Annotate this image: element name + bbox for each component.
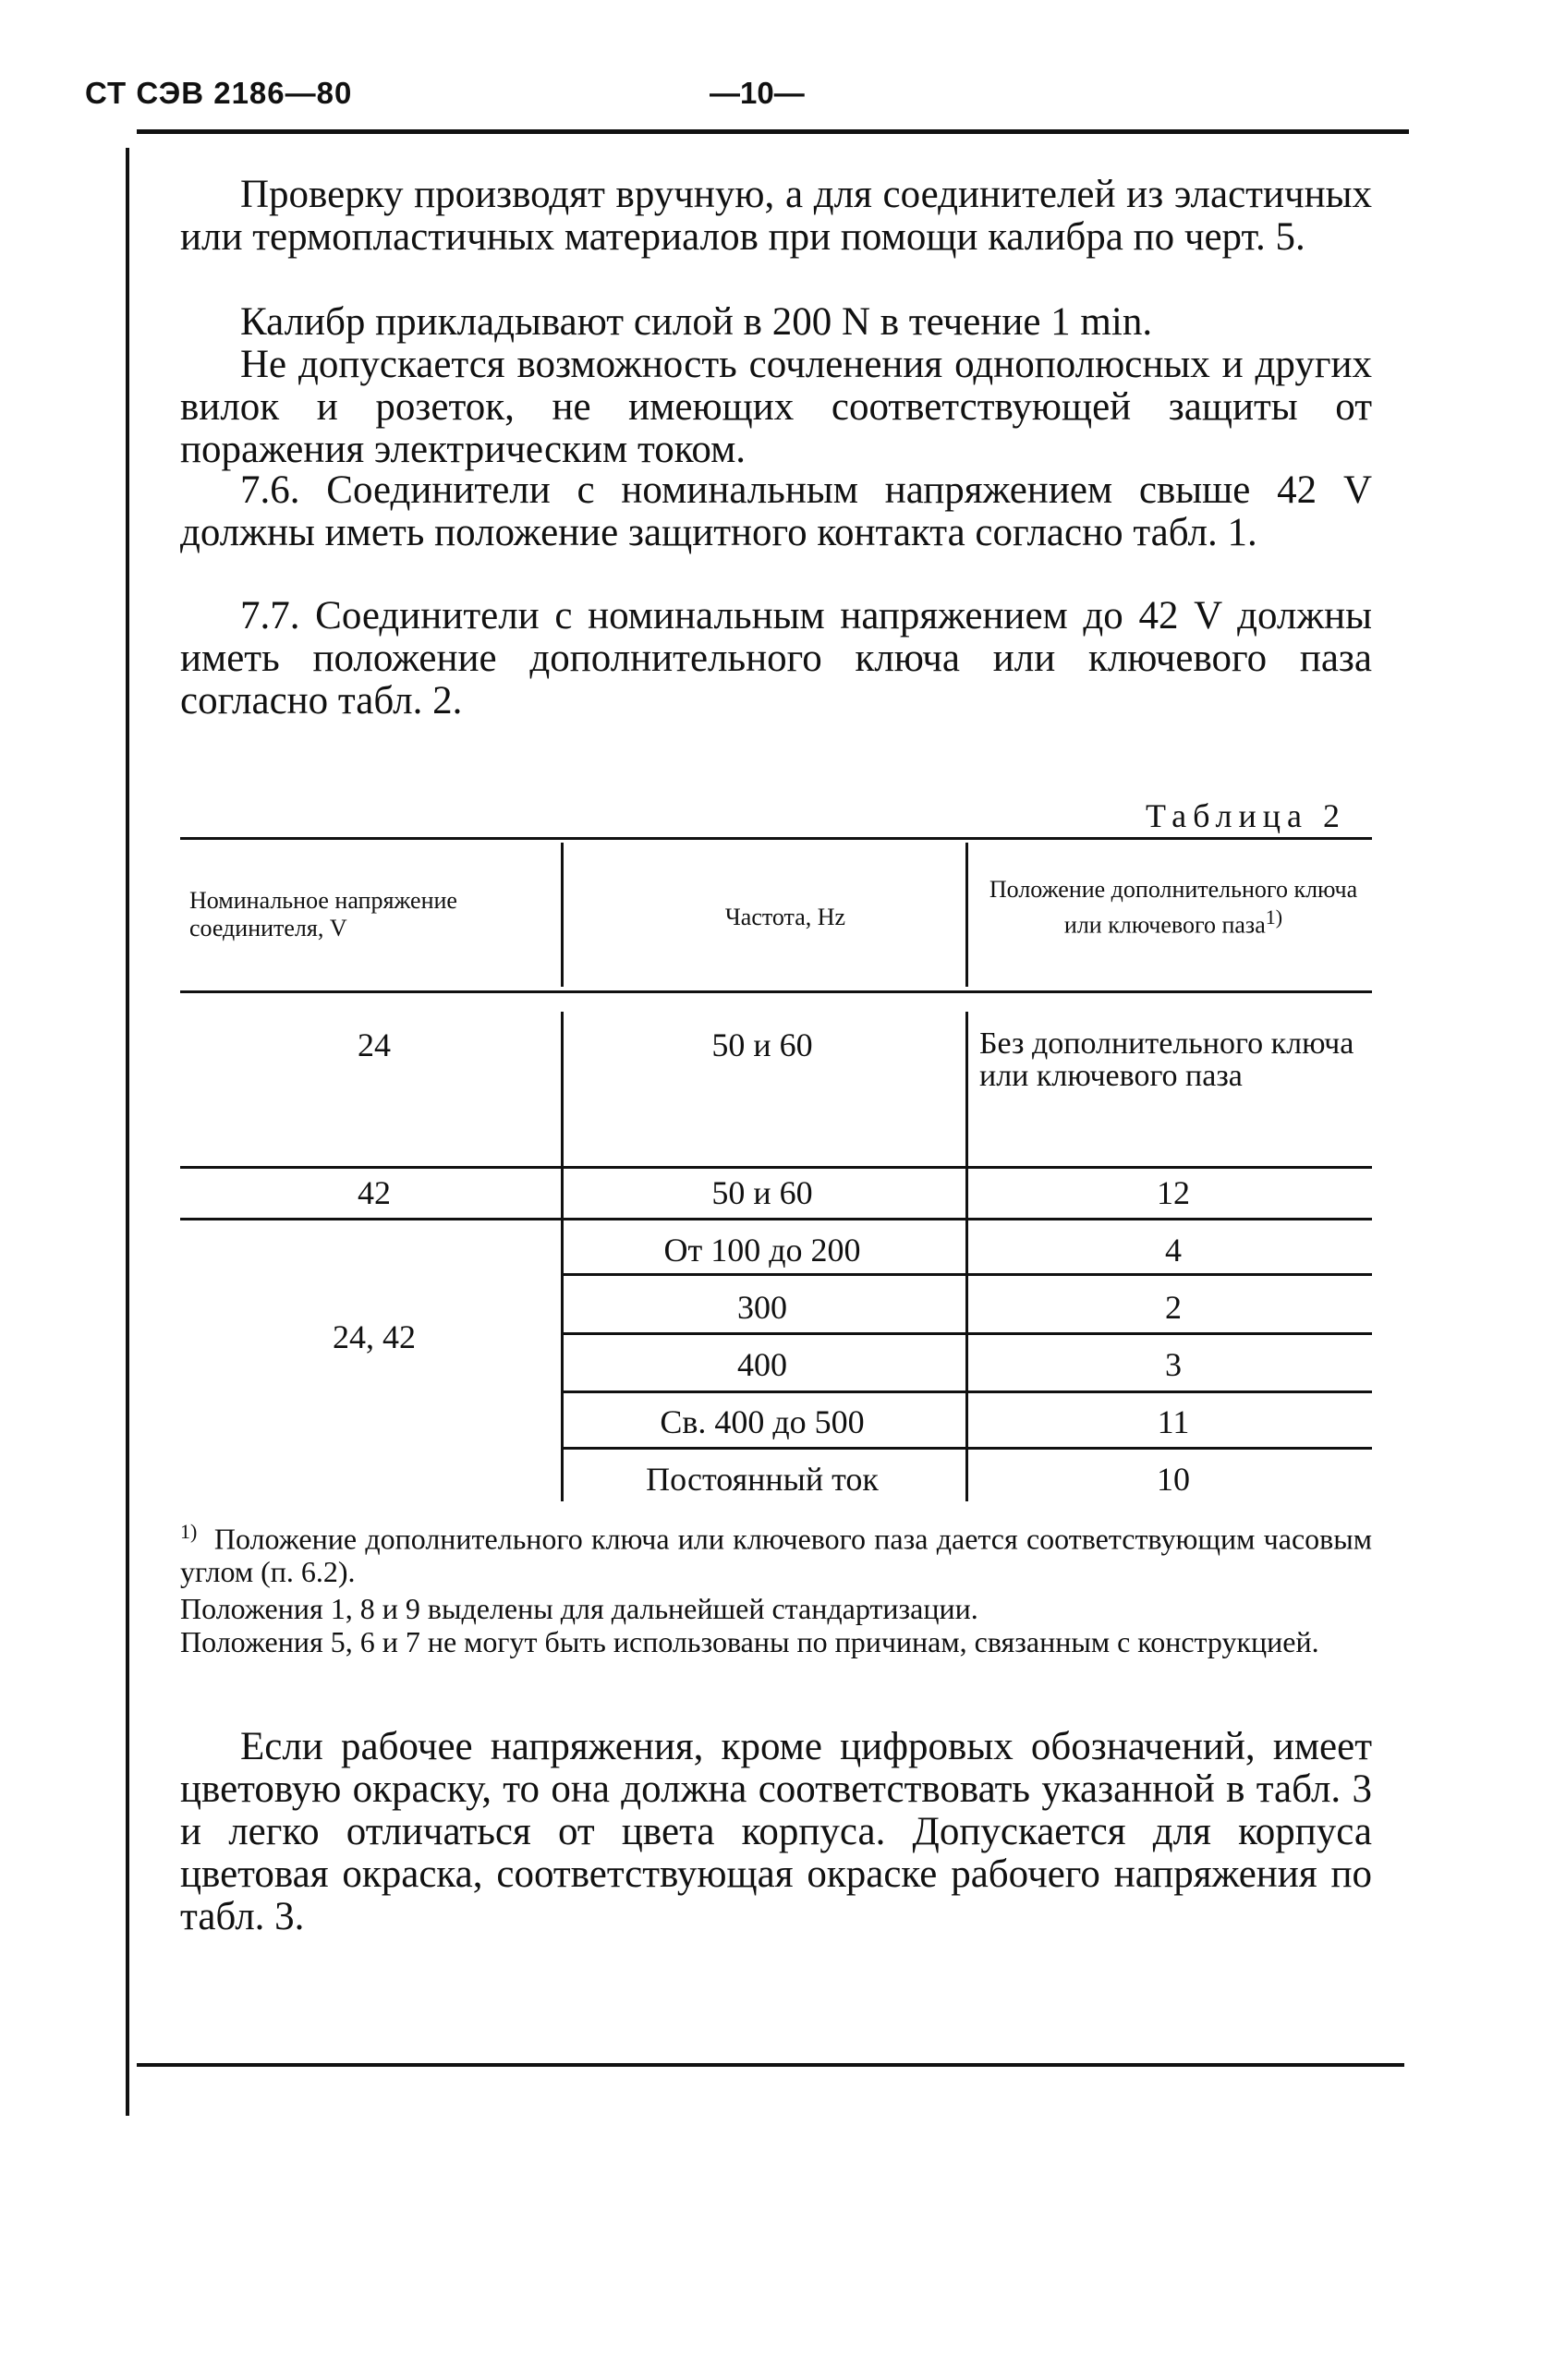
cell-r5-position: 3	[1165, 1346, 1182, 1383]
cell-r5-frequency: 400	[737, 1346, 787, 1383]
footnote-1: $^{1)}$ Положение дополнительного ключа или ключевого паза дается соответствующим часовым углом (п. 6.2).	[180, 1520, 1373, 1588]
header-frequency: Частота, Hz	[724, 904, 846, 930]
footnote-marker: 1)	[180, 1520, 198, 1543]
table-col-divider-2	[965, 843, 968, 987]
cell-r3-position: 4	[1165, 1232, 1182, 1269]
header-footnote-mark: 1)	[1265, 905, 1283, 929]
cell-r4-position: 2	[1165, 1289, 1182, 1326]
cell-r2-voltage: 42	[358, 1174, 391, 1211]
header-voltage: Номинальное напряжение соединителя, V	[189, 887, 457, 941]
row-rule-3	[561, 1273, 1372, 1276]
row-rule-2	[180, 1218, 1372, 1220]
table-header-rule	[180, 990, 1372, 993]
row-rule-5	[561, 1390, 1372, 1393]
paragraph-color-coding: Если рабочее напряжения, кроме цифровых обозначений, имеет цветовую окраску, то она должна соответствовать указанной в табл. 3 и легко отличаться от цвета корпуса. Допускается для корпуса цветовая окраска, соответствующая окраске рабочего напряжения по табл. 3.	[180, 1725, 1372, 1938]
cell-r2-frequency: 50 и 60	[711, 1174, 813, 1211]
row-rule-1	[180, 1166, 1372, 1169]
cell-r1-voltage: 24	[358, 1026, 391, 1063]
standard-number: СТ СЭВ 2186—80	[85, 76, 353, 110]
margin-line	[126, 148, 129, 2116]
paragraph-gauge: Калибр прикладывают силой в 200 N в течение 1 min.	[240, 300, 1153, 344]
cell-r1-position: Без дополнительного ключа или ключевого паза	[979, 1026, 1354, 1093]
header-rule	[137, 129, 1409, 134]
table-top-rule	[180, 837, 1372, 840]
footnote-2: Положения 1, 8 и 9 выделены для дальнейшей стандартизации.	[180, 1592, 978, 1625]
paragraph-mating: Не допускается возможность сочленения однополюсных и других вилок и розеток, не имеющих соответствующей защиты от поражения электрическим током.	[180, 343, 1372, 471]
table-col-divider-1	[561, 843, 564, 987]
cell-r7-frequency: Постоянный ток	[646, 1461, 879, 1498]
table-caption: Таблица 2	[1146, 797, 1346, 834]
cell-r6-position: 11	[1157, 1403, 1190, 1440]
row-rule-6	[561, 1447, 1372, 1450]
cell-r1-frequency: 50 и 60	[711, 1026, 813, 1063]
paragraph-7-6: 7.6. Соединители с номинальным напряжением свыше 42 V должны иметь положение защитного контакта согласно табл. 1.	[180, 468, 1372, 554]
table-col-divider-2-body	[965, 1012, 968, 1501]
table-col-divider-1-body	[561, 1012, 564, 1501]
paragraph-7-7: 7.7. Соединители с номинальным напряжением до 42 V должны иметь положение дополнительного ключа или ключевого паза согласно табл. 2.	[180, 594, 1372, 722]
cell-r3-frequency: От 100 до 200	[663, 1232, 861, 1269]
cell-r7-position: 10	[1157, 1461, 1190, 1498]
footnote-3: Положения 5, 6 и 7 не могут быть использованы по причинам, связанным с конструкцией.	[180, 1625, 1319, 1658]
cell-r4-frequency: 300	[737, 1289, 787, 1326]
page-number: —10—	[710, 76, 805, 110]
footer-rule	[137, 2063, 1404, 2067]
header-position: Положение дополнительного ключа или ключевого паза$^{1)}$	[989, 876, 1358, 939]
paragraph-check: Проверку производят вручную, а для соединителей из эластичных или термопластичных материалов при помощи калибра по черт. 5.	[180, 173, 1372, 259]
cell-merged-voltage: 24, 42	[333, 1318, 416, 1355]
cell-r2-position: 12	[1157, 1174, 1190, 1211]
row-rule-4	[561, 1332, 1372, 1335]
cell-r6-frequency: Св. 400 до 500	[660, 1403, 865, 1440]
